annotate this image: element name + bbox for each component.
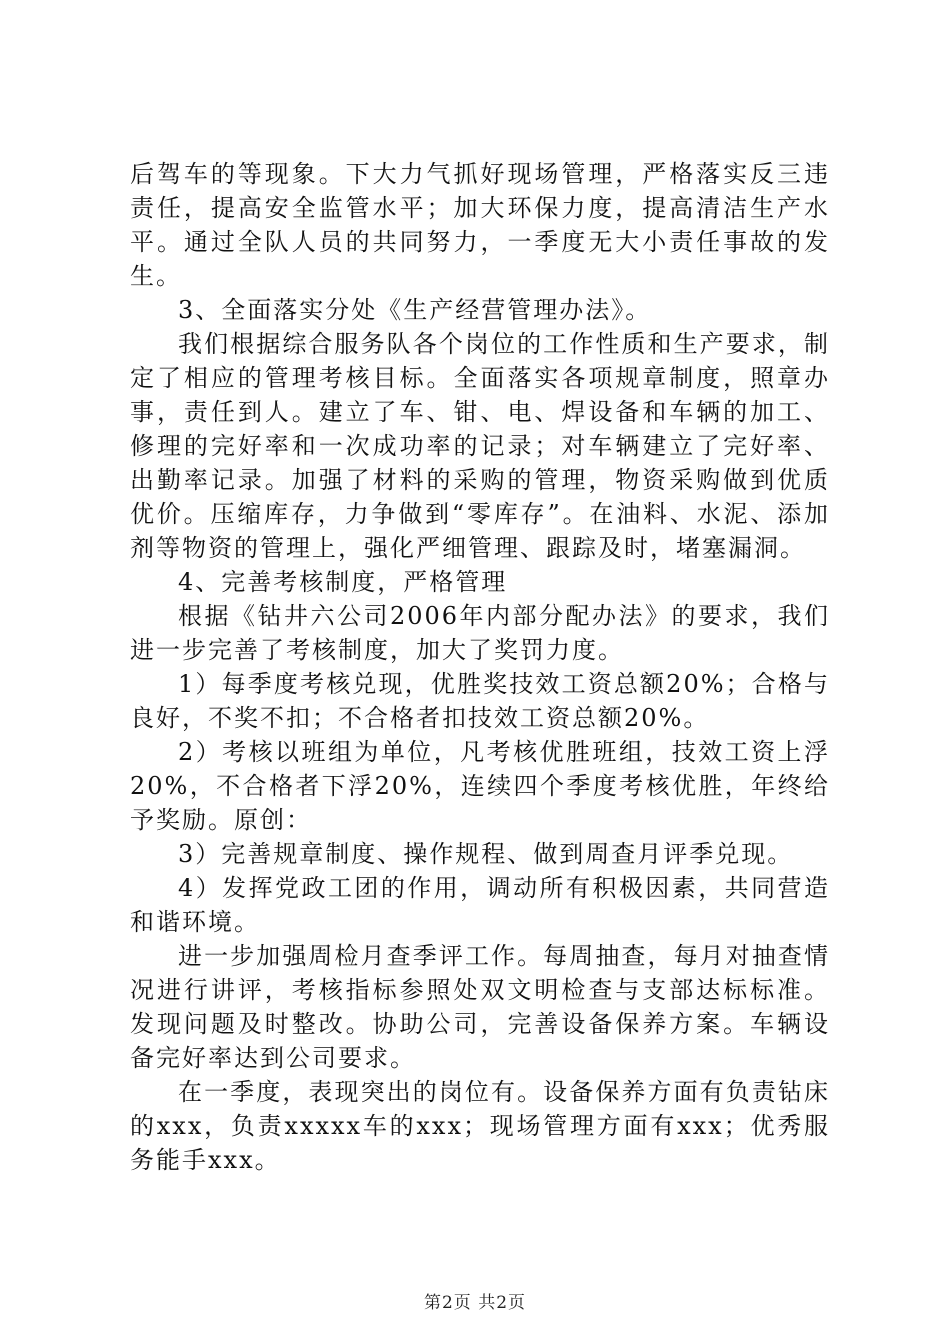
list-item: 4）发挥党政工团的作用，调动所有积极因素，共同营造和谐环境。 xyxy=(130,874,830,936)
list-item: 1）每季度考核兑现，优胜奖技效工资总额20%；合格与良好，不奖不扣；不合格者扣技效工资总额20%。 xyxy=(130,670,830,732)
list-item: 3）完善规章制度、操作规程、做到周查月评季兑现。 xyxy=(178,840,794,868)
paragraph: 我们根据综合服务队各个岗位的工作性质和生产要求，制定了相应的管理考核目标。全面落实各项规章制度，照章办事，责任到人。建立了车、钳、电、焊设备和车辆的加工、修理的完好率和一次成功率的记录；对车辆建立了完好率、出勤率记录。加强了材料的采购的管理，物资采购做到优质优价。压缩库存，力争做到“零库存”。在油料、水泥、添加剂等物资的管理上，强化严细管理、跟踪及时，堵塞漏洞。 xyxy=(130,330,830,562)
list-item: 2）考核以班组为单位，凡考核优胜班组，技效工资上浮20%，不合格者下浮20%，连续四个季度考核优胜，年终给予奖励。原创： xyxy=(130,738,830,834)
page-number-footer: 第2页 共2页 xyxy=(423,1293,527,1313)
section-heading: 4、完善考核制度，严格管理 xyxy=(178,568,508,596)
section-heading: 3、全面落实分处《生产经营管理办法》。 xyxy=(178,296,652,324)
paragraph: 进一步加强周检月查季评工作。每周抽查，每月对抽查情况进行讲评，考核指标参照处双文明检查与支部达标标准。发现问题及时整改。协助公司，完善设备保养方案。车辆设备完好率达到公司要求。 xyxy=(130,942,830,1072)
paragraph: 在一季度，表现突出的岗位有。设备保养方面有负责钻床的xxx，负责xxxxx车的xxx；现场管理方面有xxx；优秀服务能手xxx。 xyxy=(130,1078,830,1174)
paragraph: 后驾车的等现象。下大力气抓好现场管理，严格落实反三违责任，提高安全监管水平；加大环保力度，提高清洁生产水平。通过全队人员的共同努力，一季度无大小责任事故的发生。 xyxy=(130,160,830,290)
document-body xyxy=(130,157,830,1177)
paragraph: 根据《钻井六公司2006年内部分配办法》的要求，我们进一步完善了考核制度，加大了奖罚力度。 xyxy=(130,602,830,664)
